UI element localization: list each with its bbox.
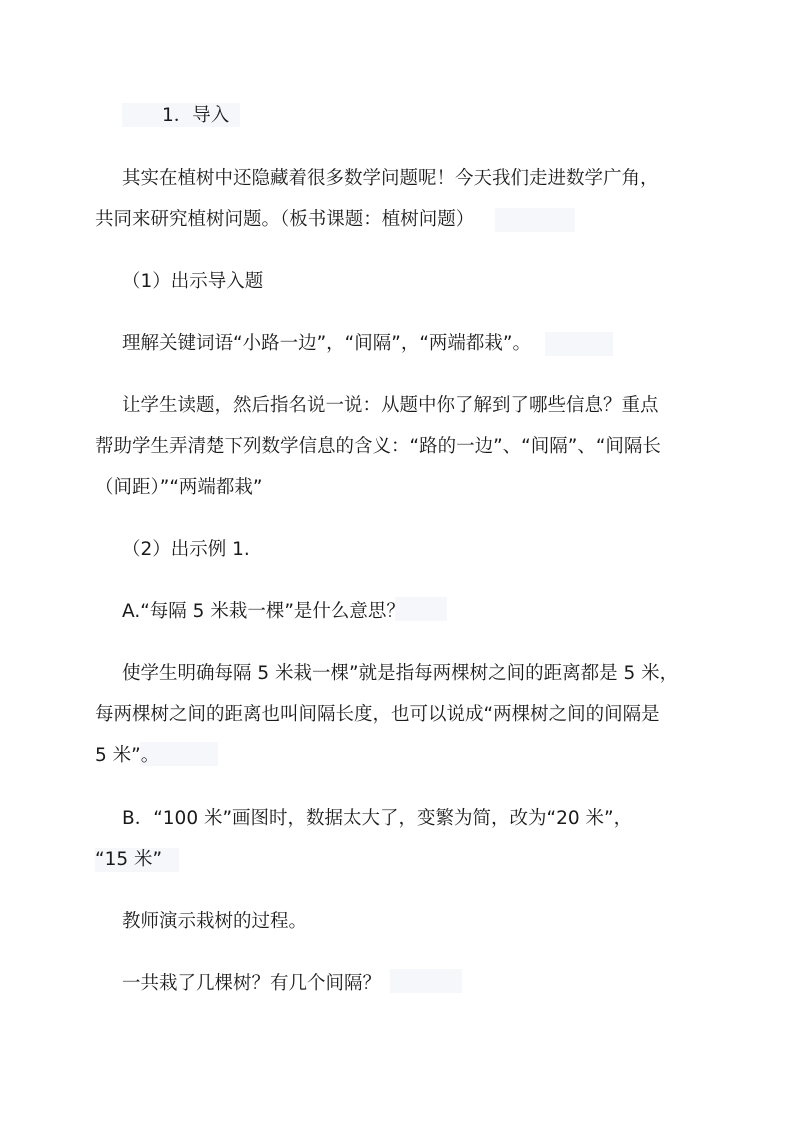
subheading-2: （2）出示例 1. [122, 539, 250, 560]
paragraph-line: B．“100 米”画图时，数据太大了，变繁为简，改为“20 米”， [122, 808, 633, 829]
paragraph-line: 5 米”。 [95, 745, 160, 766]
subheading-1: （1）出示导入题 [122, 271, 264, 292]
highlight-block [545, 332, 613, 356]
question-count: 一共栽了几棵树？有几个间隔？ [122, 973, 382, 994]
highlight-block [495, 208, 575, 232]
paragraph-demo: 教师演示栽树的过程。 [122, 911, 308, 932]
paragraph-line: 帮助学生弄清楚下列数学信息的含义：“路的一边”、“间隔”、“间隔长 [95, 436, 661, 457]
paragraph-line: （间距）”“两端都栽” [95, 477, 263, 498]
paragraph-line: 使学生明确每隔 5 米栽一棵”就是指每两棵树之间的距离都是 5 米， [122, 663, 679, 684]
paragraph-line: 每两棵树之间的距离也叫间隔长度，也可以说成“两棵树之间的间隔是 [95, 704, 660, 725]
question-a: A.“每隔 5 米栽一棵”是什么意思？ [122, 601, 405, 622]
paragraph-line: 其实在植树中还隐藏着很多数学问题呢！今天我们走进数学广角， [122, 168, 659, 189]
paragraph-line: “15 米” [95, 849, 163, 870]
highlight-block [390, 969, 462, 993]
paragraph-line: 共同来研究植树问题。（板书课题：植树问题） [95, 209, 475, 230]
paragraph-line: 让学生读题，然后指名说一说：从题中你了解到了哪些信息？重点 [122, 395, 659, 416]
section-heading: 1．导入 [162, 105, 230, 126]
paragraph-keywords: 理解关键词语“小路一边”，“间隔”，“两端都栽”。 [122, 333, 532, 354]
